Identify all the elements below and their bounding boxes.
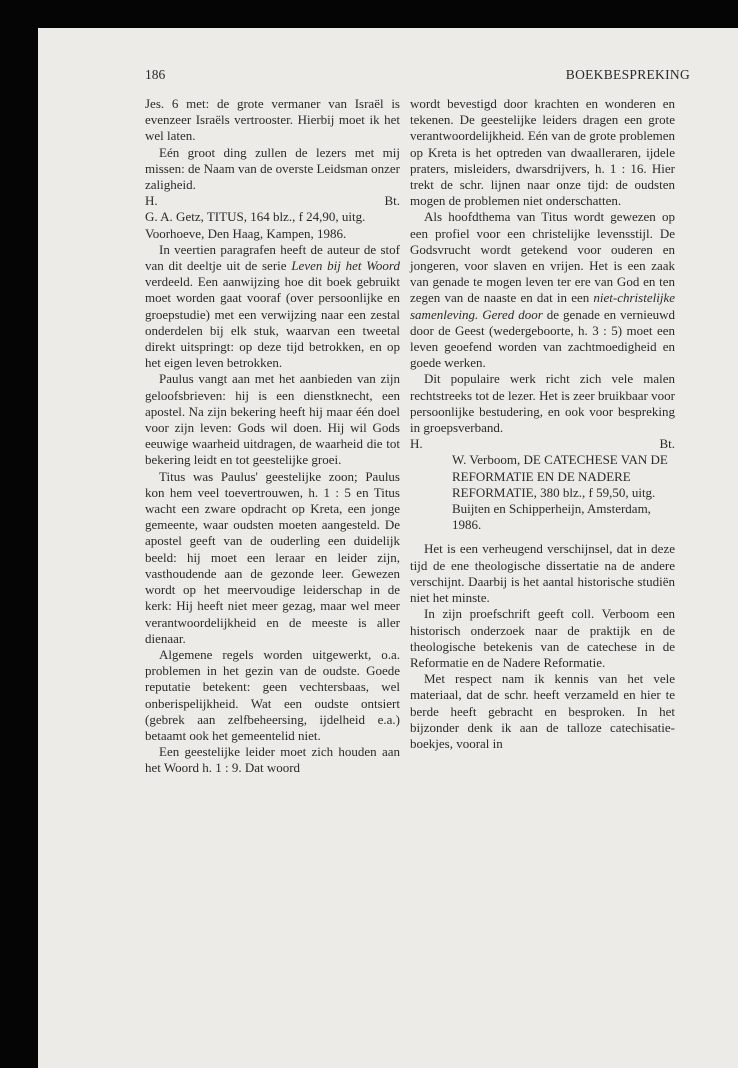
emphasis: niet-christelijke samenleving. Gered door: [410, 290, 675, 322]
right-column: [410, 96, 675, 752]
signature-initial: H.: [410, 436, 423, 452]
reviewer-signature: [410, 436, 675, 452]
paragraph: Een geestelijke leider moet zich houden aan het Woord h. 1 : 9. Dat woord: [145, 744, 400, 776]
paragraph: In zijn proefschrift geeft coll. Verboom een historisch onderzoek naar de praktijk en de theologische betekenis van de catechese in de Reformatie en de Nadere Reformatie.: [410, 606, 675, 670]
running-head: BOEKBESPREKING: [565, 67, 690, 82]
paragraph: Het is een verheugend verschijnsel, dat in deze tijd de ene theologische dissertatie na de andere verschijnt. Daarbij is het aantal historische studiën niet het minste.: [410, 541, 675, 606]
scan-border-top: [0, 0, 738, 28]
paragraph: Algemene regels worden uitgewerkt, o.a. problemen in het gezin van de oudste. Goede reputatie betekent: geen vechtersbaas, wel onberispelijkheid. Wat een oudste ontsiert (gebrek aan zelfbeheersing, ijdelheid e.a.) betaamt ook het gemeentelid niet.: [145, 646, 400, 743]
reviewer-signature: [145, 193, 400, 209]
book-citation: W. Verboom, DE CATECHESE VAN DE REFORMATIE EN DE NADERE REFORMATIE, 380 blz., f 59,50, uitg. Buijten en Schipperheijn, Amsterdam, 1986.: [452, 452, 668, 533]
signature-initial: Bt.: [384, 193, 400, 209]
paragraph: Dit populaire werk richt zich vele malen rechtstreeks tot de lezer. Het is zeer bruikbaar voor persoonlijke bestudering, en ook voor bespreking in groepsverband.: [410, 371, 675, 436]
paragraph: wordt bevestigd door krachten en wonderen en tekenen. De geestelijke leiders dragen een grote verantwoordelijkheid. Eén van de grote problemen op Kreta is het optreden van dwaalleraren, ijdele praters, misleiders, dwarsdrijvers, h. 1 : 16. Hier trekt de schr. lijnen naar onze tijd: de oudsten mogen de problemen niet onderschatten.: [410, 96, 675, 209]
paragraph: Jes. 6 met: de grote vermaner van Israël is evenzeer Israëls vertrooster. Hierbij moet ik het wel laten.: [145, 96, 400, 144]
scan-border-left: [0, 0, 38, 1068]
paragraph: Als hoofdthema van Titus wordt gewezen op een profiel voor een christelijke levensstijl. De Godsvrucht wordt getekend voor ouderen en jongeren, voor slaven en vrijen. Het is een zaak van genade te mogen leven ter ere van God en ten zegen van de naaste en dat in een niet-christelijke samenleving. Gered door de genade en vernieuwd door de Geest (wedergeboorte, h. 3 : 5) moet een leven geoefend worden van zachtmoedigheid en goede werken.: [410, 209, 675, 371]
signature-initial: Bt.: [659, 436, 675, 452]
paragraph: Paulus vangt aan met het aanbieden van zijn geloofsbrieven: hij is een dienstknecht, een apostel. Na zijn bekering heeft hij maar één doel voor zijn leven: Gods wil doen. Hij wil Gods eeuwige waarheid uitdragen, de waarheid die tot bekering leidt en tot geestelijke groei.: [145, 371, 400, 468]
paragraph: Met respect nam ik kennis van het vele materiaal, dat de schr. heeft verzameld en hier te berde heeft gebracht en besproken. In het bijzonder denk ik aan de talloze catechisatie-boekjes, vooral in: [410, 671, 675, 751]
signature-initial: H.: [145, 193, 158, 209]
page-number: 186: [145, 67, 166, 82]
paragraph: In veertien paragrafen heeft de auteur de stof van dit deeltje uit de serie Leven bij het Woord verdeeld. Een aanwijzing hoe dit boek gebruikt moet worden gaat vooraf (over persoonlijke en groepstudie) met een verwijzing naar een zestal onderdelen bij elk stuk, waarvan een tweetal direkt uitspringt: op deze tijd betrokken, en op het eigen leven betrokken.: [145, 241, 400, 371]
series-title: Leven bij het Woord: [291, 258, 400, 274]
paragraph: Titus was Paulus' geestelijke zoon; Paulus kon hem veel toevertrouwen, h. 1 : 5 en Titus wacht een zware opdracht op Kreta, een jonge gemeente, waar oudsten moeten aangesteld. De apostel geeft van de ouderling een duidelijk beeld: hij moet een leraar en leider zijn, vasthoudende aan de gezonde leer. Gewezen wordt op het meervoudige leiderschap in de kerk: Hij heeft niet meer gezag, maar wel meer verantwoordelijkheid en de meeste is aller dienaar.: [145, 468, 400, 646]
left-column: [145, 96, 400, 777]
paragraph: Eén groot ding zullen de lezers met mij missen: de Naam van de overste Leidsman onzer zaligheid.: [145, 144, 400, 193]
book-citation: G. A. Getz, TITUS, 164 blz., f 24,90, uitg. Voorhoeve, Den Haag, Kampen, 1986.: [145, 209, 366, 241]
